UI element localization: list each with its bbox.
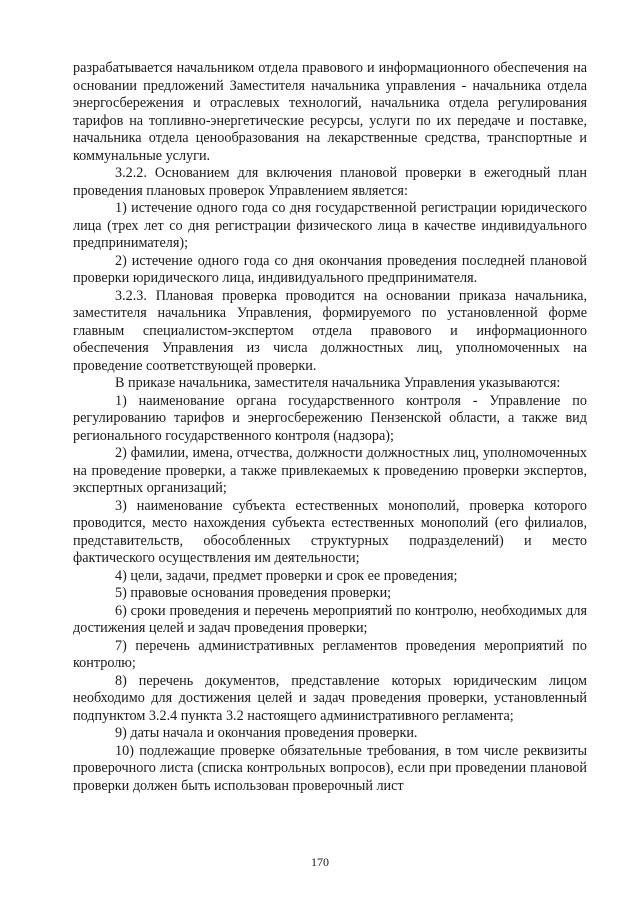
paragraph: 4) цели, задачи, предмет проверки и срок ее проведения; [115, 567, 458, 584]
paragraph: 1) наименование органа государственного контроля - Управление по регулированию тарифов и энергосбережению Пензенской области, а также вид регионального государственного контроля (надзора); [73, 392, 587, 444]
paragraph: 3) наименование субъекта естественных монополий, проверка которого проводится, место нахождения субъекта естественных монополий (его филиалов, представительств, обособленных структурных подразделений) и место фактического осуществления им деятельности; [73, 497, 587, 566]
paragraph: 5) правовые основания проведения проверки; [115, 585, 392, 601]
body-text [73, 60, 587, 795]
paragraph: 10) подлежащие проверке обязательные требования, в том числе реквизиты проверочного листа (списка контрольных вопросов), если при проведении плановой проверки должен быть использован проверочный лист [73, 742, 587, 794]
paragraph: 3.2.3. Плановая проверка проводится на основании приказа начальника, заместителя начальника Управления, формируемого по установленной форме главным специалистом-экспертом отдела правового и информационного обеспечения Управления из числа должностных лиц, уполномоченных на проведение соответствующей проверки. [73, 287, 587, 374]
paragraph: 3.2.2. Основанием для включения плановой проверки в ежегодный план проведения плановых проверок Управлением является: [73, 165, 587, 199]
paragraph: В приказе начальника, заместителя начальника Управления указываются: [115, 375, 561, 391]
paragraph: разрабатывается начальником отдела правового и информационного обеспечения на основании предложений Заместителя начальника управления - начальника отдела энергосбережения и отраслевых технологий, начальника отдела регулирования тарифов на топливно-энергетические ресурсы, услуги по их передаче и поставке, начальника отдела ценообразования на лекарственные средства, транспортные и коммунальные услуги. [73, 60, 587, 164]
paragraph: 7) перечень административных регламентов проведения мероприятий по контролю; [73, 637, 587, 671]
paragraph: 2) фамилии, имена, отчества, должности должностных лиц, уполномоченных на проведение проверки, а также привлекаемых к проведению проверки экспертов, экспертных организаций; [73, 445, 587, 496]
paragraph: 8) перечень документов, представление которых юридическим лицом необходимо для достижения целей и задач проведения проверки, установленный подпунктом 3.2.4 пункта 3.2 настоящего административного регламента; [73, 672, 587, 724]
page-number: 170 [311, 855, 329, 869]
paragraph: 6) сроки проведения и перечень мероприятий по контролю, необходимых для достижения целей и задач проведения проверки; [73, 602, 587, 636]
paragraph: 2) истечение одного года со дня окончания проведения последней плановой проверки юридического лица, индивидуального предпринимателя. [73, 252, 587, 286]
paragraph: 9) даты начала и окончания проведения проверки. [115, 725, 418, 741]
paragraph: 1) истечение одного года со дня государственной регистрации юридического лица (трех лет со дня регистрации физического лица в качестве индивидуального предпринимателя); [73, 200, 587, 251]
